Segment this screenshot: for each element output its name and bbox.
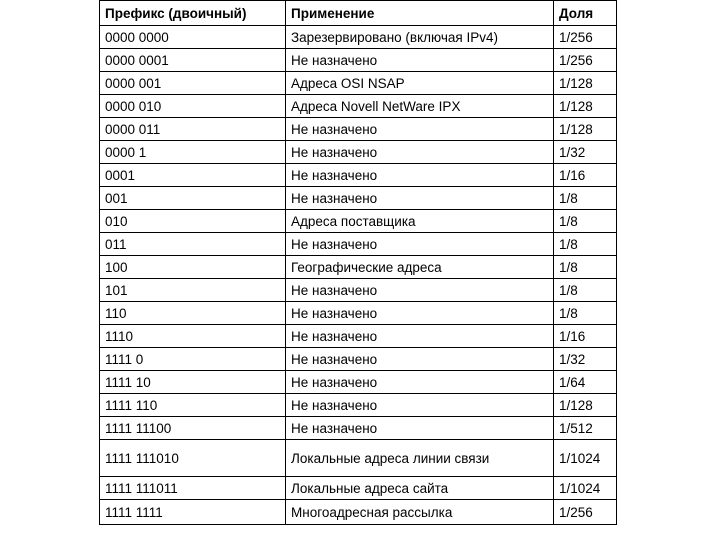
usage-cell: Не назначено: [286, 394, 554, 417]
share-cell: 1/128: [554, 118, 617, 141]
prefix-cell: 110: [100, 302, 286, 325]
prefix-cell: 1110: [100, 325, 286, 348]
table-row: [100, 417, 617, 440]
table-row: [100, 210, 617, 233]
table-row: [100, 500, 617, 525]
table-row: [100, 256, 617, 279]
share-cell: 1/128: [554, 95, 617, 118]
usage-cell: Адреса OSI NSAP: [286, 72, 554, 95]
prefix-cell: 1111 0: [100, 348, 286, 371]
prefix-cell: 1111 10: [100, 371, 286, 394]
prefix-cell: 1111 110: [100, 394, 286, 417]
table-row: [100, 348, 617, 371]
prefix-cell: 0000 0000: [100, 26, 286, 49]
table-row: [100, 477, 617, 500]
usage-cell: Не назначено: [286, 371, 554, 394]
share-cell: 1/256: [554, 500, 617, 525]
table-header-row: [100, 1, 617, 26]
share-cell: 1/8: [554, 210, 617, 233]
share-cell: 1/128: [554, 394, 617, 417]
prefix-cell: 010: [100, 210, 286, 233]
share-cell: 1/32: [554, 141, 617, 164]
table-row: [100, 26, 617, 49]
usage-cell: Локальные адреса сайта: [286, 477, 554, 500]
table-row: [100, 118, 617, 141]
share-cell: 1/1024: [554, 477, 617, 500]
usage-cell: Не назначено: [286, 164, 554, 187]
usage-cell: Адреса поставщика: [286, 210, 554, 233]
usage-cell: Зарезервировано (включая IPv4): [286, 26, 554, 49]
usage-cell: Многоадресная рассылка: [286, 500, 554, 525]
prefix-cell: 0000 001: [100, 72, 286, 95]
prefix-cell: 0000 011: [100, 118, 286, 141]
table-row: [100, 49, 617, 72]
share-cell: 1/256: [554, 26, 617, 49]
usage-cell: Не назначено: [286, 325, 554, 348]
share-cell: 1/32: [554, 348, 617, 371]
usage-cell: Не назначено: [286, 49, 554, 72]
share-cell: 1/16: [554, 325, 617, 348]
prefix-cell: 0000 0001: [100, 49, 286, 72]
prefix-cell: 1111 111010: [100, 440, 286, 477]
prefix-cell: 0000 010: [100, 95, 286, 118]
prefix-cell: 1111 111011: [100, 477, 286, 500]
table-row: [100, 72, 617, 95]
usage-cell: Адреса Novell NetWare IPX: [286, 95, 554, 118]
share-cell: 1/256: [554, 49, 617, 72]
share-cell: 1/16: [554, 164, 617, 187]
prefix-cell: 1111 11100: [100, 417, 286, 440]
prefix-cell: 001: [100, 187, 286, 210]
table-row: [100, 440, 617, 477]
header-prefix: Префикс (двоичный): [100, 1, 286, 26]
table-row: [100, 279, 617, 302]
usage-cell: Не назначено: [286, 302, 554, 325]
table-row: [100, 141, 617, 164]
usage-cell: Не назначено: [286, 141, 554, 164]
usage-cell: Не назначено: [286, 417, 554, 440]
table-row: [100, 394, 617, 417]
share-cell: 1/8: [554, 279, 617, 302]
prefix-cell: 101: [100, 279, 286, 302]
table-row: [100, 371, 617, 394]
usage-cell: Не назначено: [286, 348, 554, 371]
header-share: Доля: [554, 1, 617, 26]
usage-cell: Не назначено: [286, 233, 554, 256]
table-row: [100, 95, 617, 118]
usage-cell: Не назначено: [286, 279, 554, 302]
share-cell: 1/8: [554, 256, 617, 279]
prefix-cell: 1111 1111: [100, 500, 286, 525]
share-cell: 1/1024: [554, 440, 617, 477]
usage-cell: Не назначено: [286, 118, 554, 141]
table-row: [100, 164, 617, 187]
table-row: [100, 302, 617, 325]
ipv6-address-prefix-table: [99, 0, 617, 525]
usage-cell: Географические адреса: [286, 256, 554, 279]
prefix-cell: 011: [100, 233, 286, 256]
share-cell: 1/8: [554, 233, 617, 256]
table-row: [100, 187, 617, 210]
table-row: [100, 233, 617, 256]
share-cell: 1/64: [554, 371, 617, 394]
share-cell: 1/128: [554, 72, 617, 95]
usage-cell: Не назначено: [286, 187, 554, 210]
prefix-cell: 0001: [100, 164, 286, 187]
share-cell: 1/8: [554, 187, 617, 210]
header-usage: Применение: [286, 1, 554, 26]
table-row: [100, 325, 617, 348]
usage-cell: Локальные адреса линии связи: [286, 440, 554, 477]
share-cell: 1/512: [554, 417, 617, 440]
prefix-cell: 100: [100, 256, 286, 279]
share-cell: 1/8: [554, 302, 617, 325]
table-body: [100, 26, 617, 525]
prefix-cell: 0000 1: [100, 141, 286, 164]
